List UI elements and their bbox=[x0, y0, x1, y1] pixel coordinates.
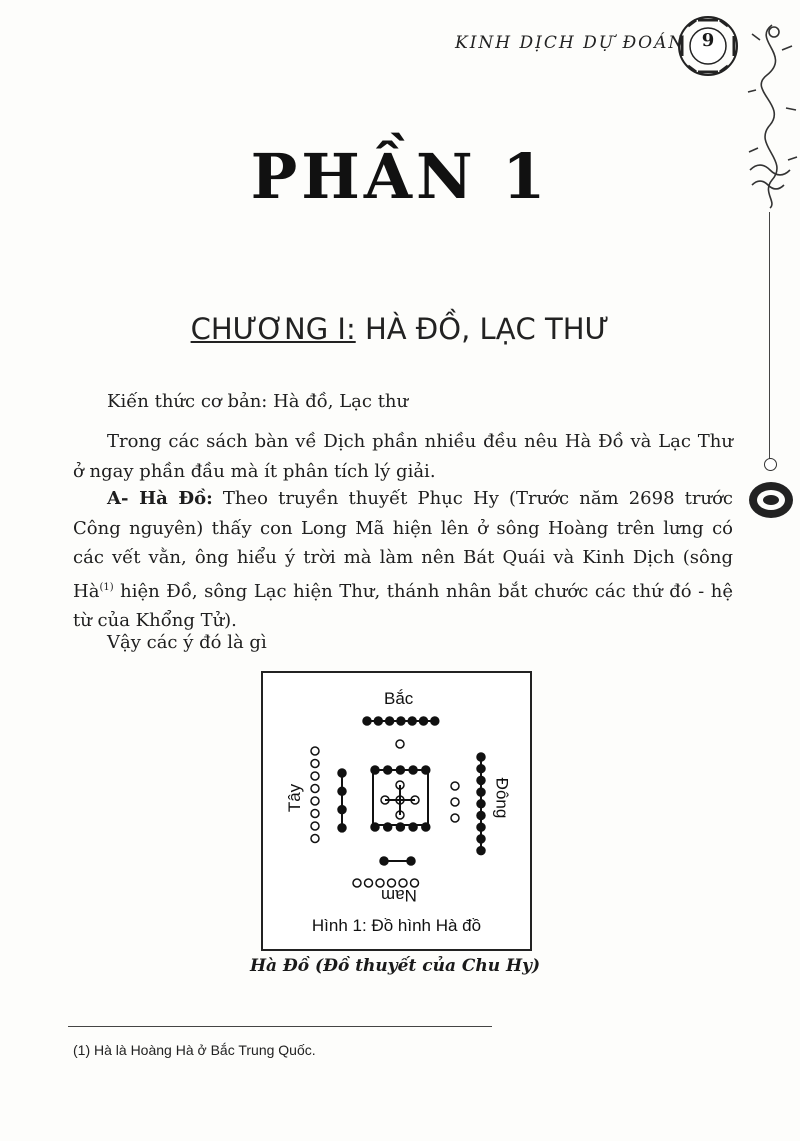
footnote-rule bbox=[68, 1026, 492, 1027]
east-open-dot bbox=[451, 782, 459, 790]
rule-end-dot bbox=[764, 458, 777, 471]
page-number: 9 bbox=[701, 30, 715, 51]
ha-do-figure bbox=[261, 671, 532, 951]
chapter-title bbox=[0, 312, 800, 346]
west-open-dot bbox=[311, 747, 319, 755]
section-a-lead: A- Hà Đồ: bbox=[107, 488, 213, 509]
west-open-dot bbox=[311, 797, 319, 805]
figure-caption: Hà Đồ (Đồ thuyết của Chu Hy) bbox=[249, 956, 541, 976]
east-open-dot bbox=[451, 814, 459, 822]
paragraph-3 bbox=[73, 484, 733, 636]
running-header: KINH DỊCH DỰ ĐOÁN bbox=[455, 33, 686, 53]
chapter-name: HÀ ĐỒ, LẠC THƯ bbox=[364, 312, 610, 346]
footnote: (1) Hà là Hoàng Hà ở Bắc Trung Quốc. bbox=[73, 1042, 316, 1058]
west-open-dot bbox=[311, 760, 319, 768]
south-open-dot bbox=[353, 879, 361, 887]
label-north: Bắc bbox=[384, 689, 414, 708]
paragraph-2 bbox=[73, 427, 733, 486]
west-open-dot bbox=[311, 835, 319, 843]
west-open-dot bbox=[311, 822, 319, 830]
label-east: Đông bbox=[492, 777, 512, 819]
south-open-dot bbox=[365, 879, 373, 887]
west-open-dot bbox=[311, 785, 319, 793]
part-title: PHẦN 1 bbox=[250, 140, 550, 213]
chapter-label: CHƯƠNG I: bbox=[190, 312, 356, 346]
cloud-ornament-icon bbox=[746, 478, 796, 522]
paragraph-1-text: Kiến thức cơ bản: Hà đồ, Lạc thư bbox=[107, 391, 409, 412]
paragraph-3-text-b: hiện Đồ, sông Lạc hiện Thư, thánh nhân bắt chước các thứ đó - hệ từ của Khổng Tử). bbox=[73, 580, 733, 631]
label-south: Nam bbox=[381, 886, 417, 905]
north-open-dot bbox=[396, 740, 404, 748]
west-open-dot bbox=[311, 810, 319, 818]
paragraph-4-text: Vậy các ý đó là gì bbox=[107, 632, 267, 653]
east-open-dot bbox=[451, 798, 459, 806]
paragraph-2-text: Trong các sách bàn về Dịch phần nhiều đều nêu Hà Đồ và Lạc Thư ở ngay phần đầu mà ít phân tích lý giải. bbox=[73, 431, 733, 482]
footnote-ref: (1) bbox=[99, 581, 114, 593]
paragraph-3-text-a: Theo truyền thuyết Phục Hy (Trước năm 2698 trước Công nguyên) thấy con Long Mã hiện lên ở sông Hoàng trên lưng có các vết vằn, ông hiểu ý trời mà làm nên Bát Quái và Kinh Dịch (sông Hà bbox=[73, 488, 733, 602]
paragraph-4 bbox=[73, 628, 733, 658]
paragraph-1 bbox=[73, 387, 733, 417]
label-west: Tây bbox=[285, 783, 305, 813]
west-open-dot bbox=[311, 772, 319, 780]
figure-inner-caption: Hình 1: Đồ hình Hà đồ bbox=[311, 916, 482, 935]
